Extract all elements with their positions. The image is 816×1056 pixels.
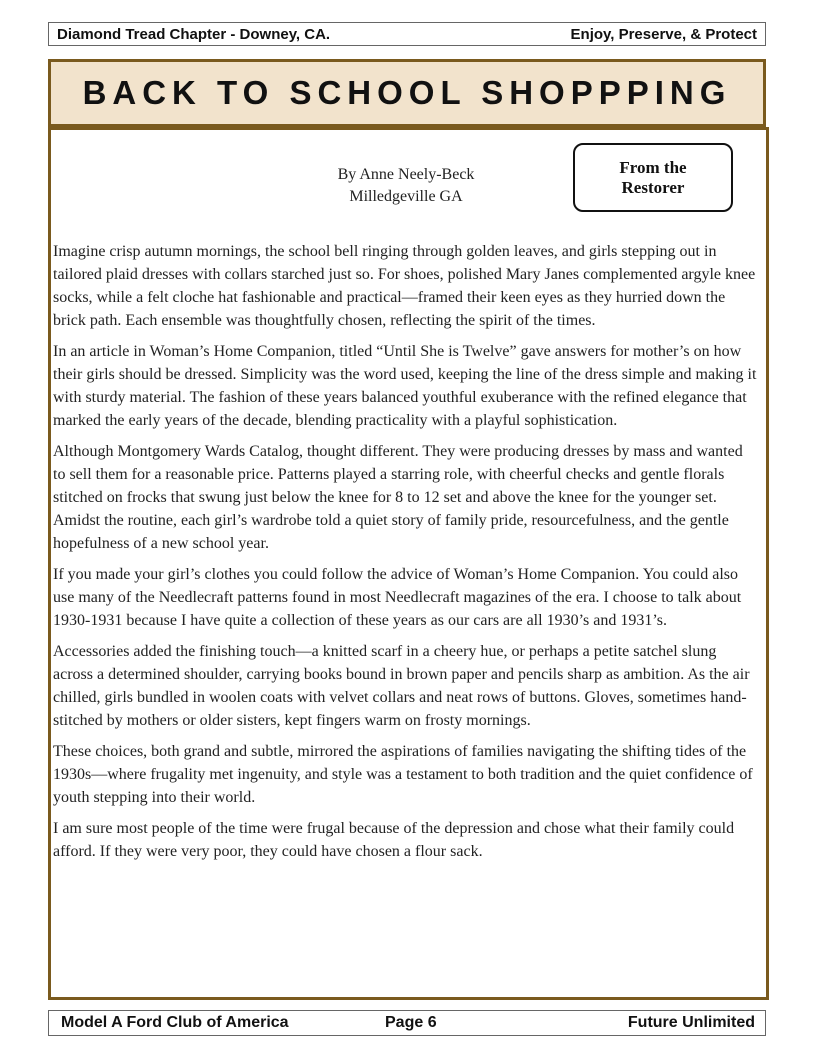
paragraph: Although Montgomery Wards Catalog, thought different. They were producing dresses by mass and wanted to sell them for a reasonable price. Patterns played a starring role, with cheerful checks and gentle florals stitched on frocks that swung just below the knee for 8 to 12 set and above the knee for the younger set. Amidst the routine, each girl’s wardrobe told a quiet story of family pride, resourcefulness, and the gentle hopefulness of a new school year. xyxy=(53,443,743,552)
paragraph: I am sure most people of the time were frugal because of the depression and chose what their family could afford. If they were very poor, they could have chosen a flour sack. xyxy=(53,820,735,860)
chapter-name: Diamond Tread Chapter - Downey, CA. xyxy=(57,25,331,43)
section-tag-line2: Restorer xyxy=(621,177,685,197)
article-title: BACK TO SCHOOL SHOPPPING xyxy=(82,74,732,111)
author-location: Milledgeville GA xyxy=(349,188,463,205)
article-body xyxy=(53,240,759,871)
paragraph: These choices, both grand and subtle, mirrored the aspirations of families navigating the shifting tides of the 1930s—where frugality met ingenuity, and style was a testament to both tradition and the quiet confidence of youth stepping into their world. xyxy=(53,743,753,806)
page-header xyxy=(48,22,766,46)
footer-tagline: Future Unlimited xyxy=(627,1014,755,1031)
paragraph: Imagine crisp autumn mornings, the school bell ringing through golden leaves, and girls stepping out in tailored plaid dresses with collars starched just so. For shoes, polished Mary Janes complemented argyle knee socks, while a felt cloche hat fashionable and practical—framed their keen eyes as they hurried down the brick path. Each ensemble was thoughtfully chosen, reflecting the spirit of the times. xyxy=(53,243,756,329)
author-name: By Anne Neely-Beck xyxy=(337,166,475,183)
paragraph: If you made your girl’s clothes you could follow the advice of Woman’s Home Companion. You could also use many of the Needlecraft patterns found in most Needlecraft magazines of the era. I choose to talk about 1930-1931 because I have quite a collection of these years as our cars are all 1930’s and 1931’s. xyxy=(53,566,742,629)
byline xyxy=(306,164,506,208)
section-tag xyxy=(573,143,733,212)
club-motto: Enjoy, Preserve, & Protect xyxy=(570,25,757,43)
paragraph: Accessories added the finishing touch—a knitted scarf in a cheery hue, or perhaps a petite satchel slung across a determined shoulder, carrying books bound in brown paper and pencils sharp as ambition. As the air chilled, girls bundled in woolen coats with velvet collars and neat rows of buttons. Gloves, sometimes hand-stitched by mothers or older sisters, kept fingers warm on frosty mornings. xyxy=(53,643,750,729)
section-tag-line1: From the xyxy=(619,157,687,177)
paragraph: In an article in Woman’s Home Companion, titled “Until She is Twelve” gave answers for mother’s on how their girls should be dressed. Simplicity was the word used, keeping the line of the dress simple and making it with sturdy material. The fashion of these years balanced youthful exuberance with the refined elegance that marked the early years of the decade, blending practicality with a playful sophistication. xyxy=(53,343,757,429)
title-banner xyxy=(48,59,766,127)
page-number: Page 6 xyxy=(385,1014,437,1031)
club-name: Model A Ford Club of America xyxy=(61,1014,289,1031)
page-footer xyxy=(48,1010,766,1036)
